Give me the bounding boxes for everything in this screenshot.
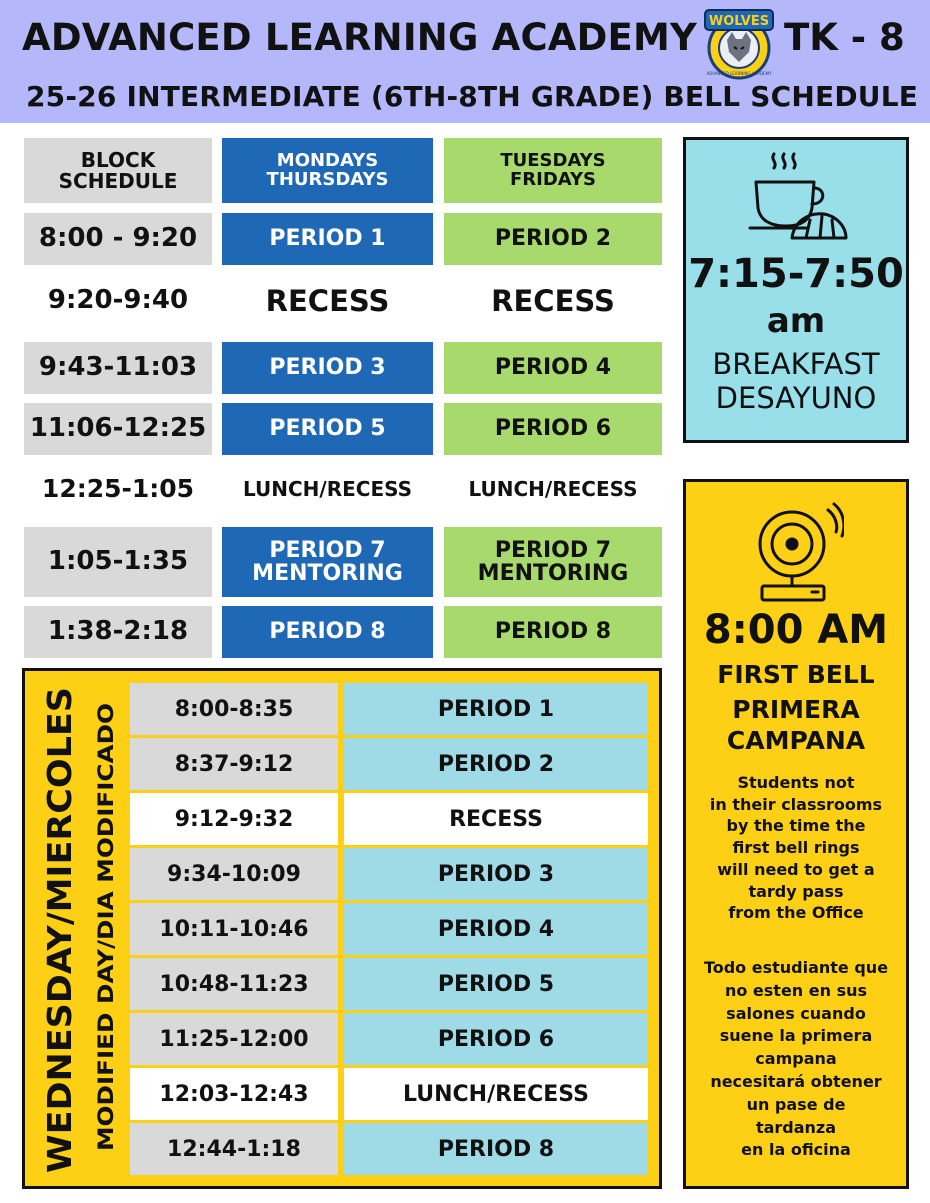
breakfast-panel [683,137,909,443]
block-mon-thu-cell: PERIOD 3 [222,342,433,394]
wed-time: 9:12-9:32 [130,793,338,845]
mon-thu-header: MONDAYS THURSDAYS [222,138,433,203]
svg-text:MODIFIED DAY/DIA MODIFICADO: MODIFIED DAY/DIA MODIFICADO [94,769,118,1151]
block-mon-thu-cell: PERIOD 1 [222,213,433,265]
header-banner [0,0,930,123]
wed-time: 10:48-11:23 [130,958,338,1010]
wed-time: 9:34-10:09 [130,848,338,900]
wed-period: PERIOD 5 [344,958,648,1010]
block-mon-thu-cell: PERIOD 8 [222,606,433,658]
wed-time: 8:00-8:35 [130,683,338,735]
wed-time: 10:11-10:46 [130,903,338,955]
wed-time: 11:25-12:00 [130,1013,338,1065]
wed-time: 12:44-1:18 [130,1123,338,1175]
breakfast-label-es: DESAYUNO [715,381,877,415]
bell-label-es-1: PRIMERA [732,695,860,724]
wolves-logo [701,6,777,82]
school-title: ADVANCED LEARNING ACADEMY [22,16,698,59]
block-mon-thu-cell: PERIOD 7 MENTORING [222,527,433,597]
block-time: 1:38-2:18 [24,606,212,658]
bell-note-es: Todo estudiante que no esten en sus salones cuando suene la primera campana necesitará obtener un pase de tardanza en la oficina [703,958,889,1160]
wednesday-side-title [27,679,127,1179]
bell-note-en: Students not in their classrooms by the time the first bell rings will need to get a tardy pass from the Office [709,773,883,923]
wed-period: PERIOD 6 [344,1013,648,1065]
svg-text:ADVANCED LEARNING ACADEMY: ADVANCED LEARNING ACADEMY [706,71,772,76]
school-bell-icon [752,500,844,604]
block-tue-fri-cell: PERIOD 2 [444,213,662,265]
breakfast-time: 7:15-7:50 [688,251,904,297]
block-schedule-header: BLOCK SCHEDULE [24,138,212,203]
bell-label-es-2: CAMPANA [726,726,866,755]
block-time: 9:43-11:03 [24,342,212,394]
wed-period: PERIOD 1 [344,683,648,735]
block-tue-fri-cell: PERIOD 7 MENTORING [444,527,662,597]
block-tue-fri-cell: PERIOD 4 [444,342,662,394]
breakfast-label-en: BREAKFAST [712,347,880,381]
block-time: 1:05-1:35 [24,527,212,597]
block-time: 11:06-12:25 [24,403,212,455]
block-mon-thu-cell: LUNCH/RECESS [222,463,433,515]
wednesday-panel [22,668,662,1189]
wed-period: PERIOD 3 [344,848,648,900]
svg-text:WOLVES: WOLVES [708,14,770,29]
block-mon-thu-cell: PERIOD 5 [222,403,433,455]
schedule-subtitle: 25-26 INTERMEDIATE (6TH-8TH GRADE) BELL SCHEDULE [26,80,919,113]
wed-period: LUNCH/RECESS [344,1068,648,1120]
wed-time: 8:37-9:12 [130,738,338,790]
block-tue-fri-cell: RECESS [444,275,662,327]
first-bell-panel [683,479,909,1189]
wed-period: RECESS [344,793,648,845]
block-time: 12:25-1:05 [24,463,212,515]
grade-range: TK - 8 [784,16,905,59]
tue-fri-header: TUESDAYS FRIDAYS [444,138,662,203]
bell-label-en: FIRST BELL [717,660,875,689]
block-time: 8:00 - 9:20 [24,213,212,265]
block-tue-fri-cell: PERIOD 6 [444,403,662,455]
wed-period: PERIOD 2 [344,738,648,790]
svg-text:WEDNESDAY/MIERCOLES: WEDNESDAY/MIERCOLES [40,714,79,1173]
wed-period: PERIOD 4 [344,903,648,955]
wed-period: PERIOD 8 [344,1123,648,1175]
block-mon-thu-cell: RECESS [222,275,433,327]
breakfast-ampm: am [766,301,826,341]
block-time: 9:20-9:40 [24,275,212,327]
coffee-croissant-icon [746,148,850,242]
block-tue-fri-cell: LUNCH/RECESS [444,463,662,515]
bell-time: 8:00 AM [703,607,889,653]
wed-time: 12:03-12:43 [130,1068,338,1120]
block-tue-fri-cell: PERIOD 8 [444,606,662,658]
